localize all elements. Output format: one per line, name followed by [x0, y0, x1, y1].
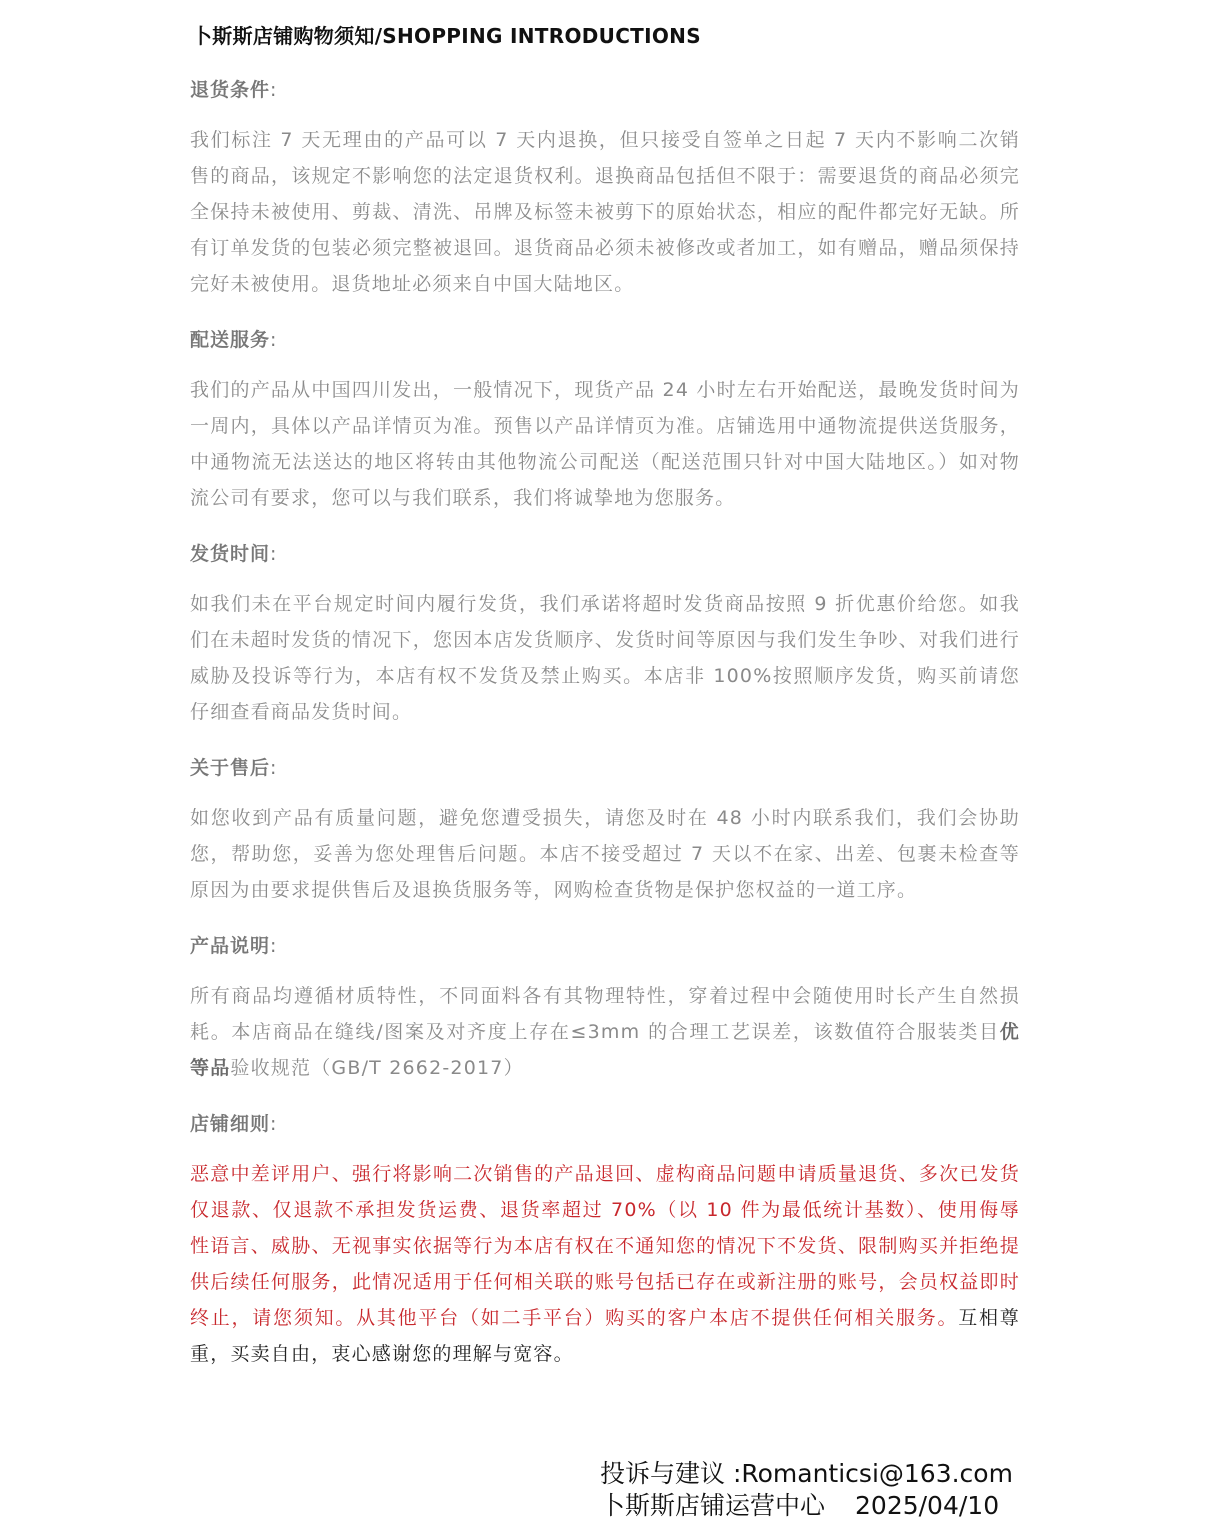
- warning-text: 恶意中差评用户、强行将影响二次销售的产品退回、虚构商品问题申请质量退货、多次已发货仅退款、仅退款不承担发货运费、退货率超过 70%（以 10 件为最低统计基数）、使用侮辱性语言、威胁、无视事实依据等行为本店有权在不通知您的情况下不发货、限制购买并拒绝提供后续任何服务，此情况适用于任何相关联的账号包括已存在或新注册的账号，会员权益即时终止，请您须知。从其他平台（如二手平台）购买的客户本店不提供任何相关服务。: [190, 1163, 1020, 1329]
- page-title: 卜斯斯店铺购物须知/SHOPPING INTRODUCTIONS: [192, 24, 701, 48]
- section-heading: [190, 539, 1020, 569]
- section-shipping-time: [190, 539, 1020, 730]
- org-name: 卜斯斯店铺运营中心: [600, 1491, 826, 1520]
- section-heading-text: 配送服务: [190, 329, 271, 351]
- body-text: 验收规范（GB/T 2662-2017）: [230, 1057, 524, 1079]
- heading-colon: :: [270, 935, 278, 957]
- section-store-rules: [190, 1109, 1020, 1372]
- section-heading: [190, 931, 1020, 961]
- section-delivery-service: [190, 325, 1020, 516]
- section-heading-text: 发货时间: [190, 543, 271, 565]
- heading-colon: :: [270, 757, 278, 779]
- section-return-conditions: [190, 75, 1020, 302]
- heading-colon: :: [270, 543, 278, 565]
- section-body: 我们的产品从中国四川发出，一般情况下，现货产品 24 小时左右开始配送，最晚发货时间为一周内，具体以产品详情页为准。预售以产品详情页为准。店铺选用中通物流提供送货服务，中通物流无法送达的地区将转由其他物流公司配送（配送范围只针对中国大陆地区。）如对物流公司有要求，您可以与我们联系，我们将诚挚地为您服务。: [190, 379, 1020, 509]
- section-body: [190, 978, 1020, 1086]
- section-heading: [190, 325, 1020, 355]
- body-text: 所有商品均遵循材质特性，不同面料各有其物理特性，穿着过程中会随使用时长产生自然损耗。本店商品在缝线/图案及对齐度上存在≤3mm 的合理工艺误差，该数值符合服装类目: [190, 985, 1020, 1043]
- section-heading-text: 产品说明: [190, 935, 271, 957]
- section-heading: [190, 75, 1020, 105]
- footer: [600, 1458, 1013, 1522]
- body-emphasis: 优等品: [190, 1021, 1020, 1079]
- closing-text: 互相尊重，买卖自由，衷心感谢您的理解与宽容。: [190, 1307, 1020, 1365]
- section-after-sales: [190, 753, 1020, 908]
- section-heading: [190, 753, 1020, 783]
- section-heading-text: 关于售后: [190, 757, 271, 779]
- shopping-notice: [190, 22, 1020, 1372]
- org-line: [600, 1490, 1013, 1522]
- heading-colon: :: [270, 79, 278, 101]
- section-heading-text: 店铺细则: [190, 1113, 271, 1135]
- section-heading-text: 退货条件: [190, 79, 271, 101]
- section-body: [190, 1156, 1020, 1372]
- section-product-description: [190, 931, 1020, 1086]
- section-body: 我们标注 7 天无理由的产品可以 7 天内退换，但只接受自签单之日起 7 天内不影响二次销售的商品，该规定不影响您的法定退货权利。退换商品包括但不限于：需要退货的商品必须完全保持未被使用、剪裁、清洗、吊牌及标签未被剪下的原始状态，相应的配件都完好无缺。所有订单发货的包装必须完整被退回。退货商品必须未被修改或者加工，如有赠品，赠品须保持完好未被使用。退货地址必须来自中国大陆地区。: [190, 129, 1020, 295]
- section-heading: [190, 1109, 1020, 1139]
- date: 2025/04/10: [855, 1491, 1000, 1520]
- section-body: 如我们未在平台规定时间内履行发货，我们承诺将超时发货商品按照 9 折优惠价给您。如我们在未超时发货的情况下，您因本店发货顺序、发货时间等原因与我们发生争吵、对我们进行威胁及投诉等行为，本店有权不发货及禁止购买。本店非 100%按照顺序发货，购买前请您仔细查看商品发货时间。: [190, 593, 1020, 723]
- heading-colon: :: [270, 329, 278, 351]
- section-body: 如您收到产品有质量问题，避免您遭受损失，请您及时在 48 小时内联系我们，我们会协助您，帮助您，妥善为您处理售后问题。本店不接受超过 7 天以不在家、出差、包裹未检查等原因为由要求提供售后及退换货服务等，网购检查货物是保护您权益的一道工序。: [190, 807, 1020, 901]
- contact-line: 投诉与建议 :Romanticsi@163.com: [600, 1459, 1013, 1488]
- heading-colon: :: [270, 1113, 278, 1135]
